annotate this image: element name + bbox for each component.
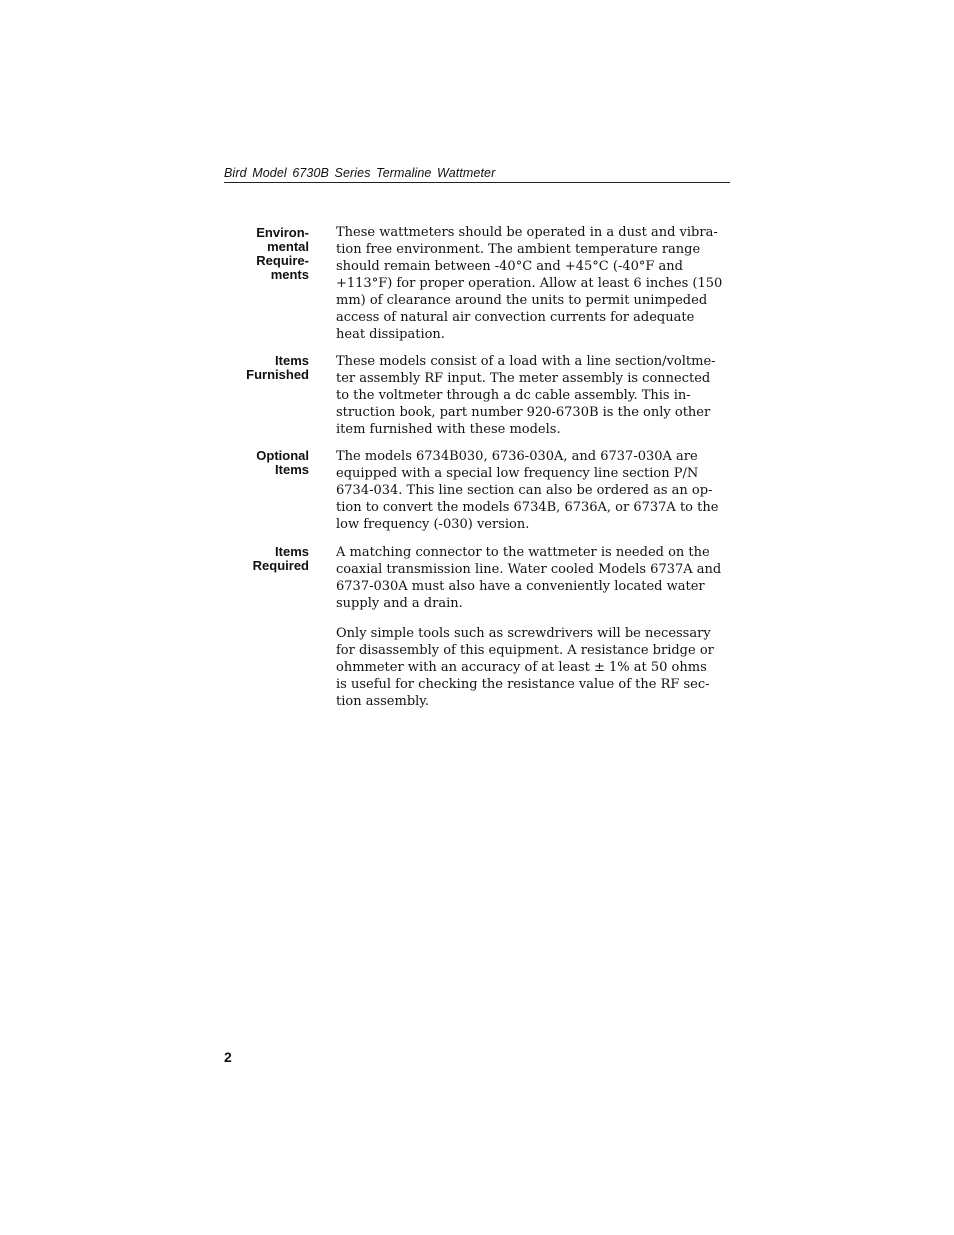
document-title: Bird Model 6730B Series Termaline Wattmeter [224,166,496,180]
side-heading-items-required: Items Required [252,544,309,573]
page-number: 2 [224,1049,232,1065]
side-heading-items-furnished: Items Furnished [246,353,309,382]
side-heading-optional-items: Optional Items [256,448,309,477]
paragraph-environmental-requirements: These wattmeters should be operated in a dust and vibra- tion free environment. The ambient temperature range should remain between -40°C and +45°C (-40°F and +113°F) for proper operation. Allow at least 6 inches (150 mm) of clearance around the units to permit unimpeded access of natural air convection currents for adequate heat dissipation. [336,225,723,342]
running-header [224,166,730,183]
paragraph-items-required-2: Only simple tools such as screwdrivers will be necessary for disassembly of this equipment. A resistance bridge or ohmmeter with an accuracy of at least ± 1% at 50 ohms is useful for checking the resistance value of the RF sec- tion assembly. [336,626,714,709]
paragraph-items-required-1: A matching connector to the wattmeter is needed on the coaxial transmission line. Water cooled Models 6737A and 6737-030A must also have a conveniently located water supply and a drain. [336,545,722,611]
paragraph-optional-items: The models 6734B030, 6736-030A, and 6737-030A are equipped with a special low frequency line section P/N 6734-034. This line section can also be ordered as an op- tion to convert the models 6734B, 6736A, or 6737A to the low frequency (-030) version. [336,449,719,532]
paragraph-items-furnished: These models consist of a load with a line section/voltme- ter assembly RF input. The meter assembly is connected to the voltmeter through a dc cable assembly. This in- struction book, part number 920-6730B is the only other item furnished with these models. [336,354,716,437]
side-heading-environmental-requirements: Environ- mental Require- ments [256,225,309,282]
